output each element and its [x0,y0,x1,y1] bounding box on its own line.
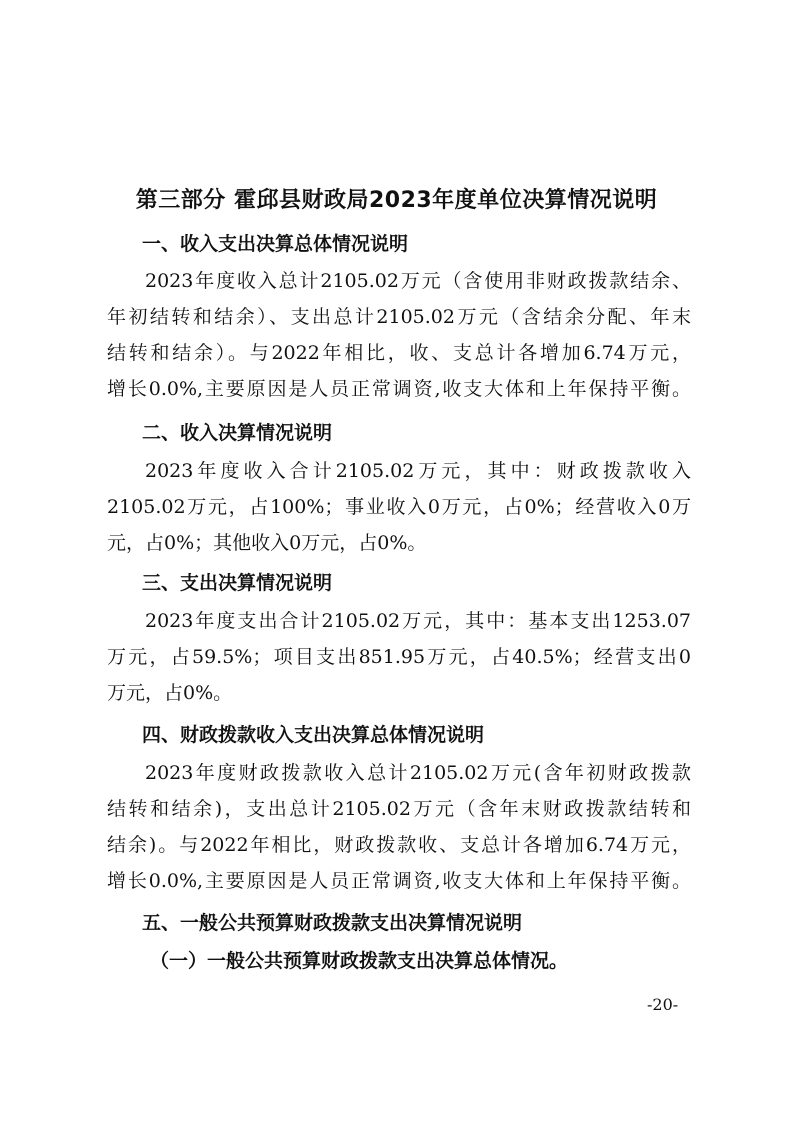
paragraph-line: 2023年度支出合计2105.02万元，其中：基本支出1253.07 [145,610,691,632]
page-title: 第三部分 霍邱县财政局2023年度单位决算情况说明 [135,188,658,213]
section-heading-2: 二、收入决算情况说明 [142,422,333,444]
paragraph-line: 元，占0%；其他收入0万元，占0%。 [107,532,427,554]
page-number: -20- [647,995,679,1014]
section-heading-1: 一、收入支出决算总体情况说明 [142,233,409,255]
paragraph-line: 结转和结余)，支出总计2105.02万元（含年末财政拨款结转和 [107,798,691,820]
paragraph-line: 2023年度收入合计2105.02万元，其中：财政拨款收入 [145,460,691,482]
paragraph-line: 结余)。与2022年相比，财政拨款收、支总计各增加6.74万元， [107,834,691,856]
paragraph-line: 年初结转和结余）、支出总计2105.02万元（含结余分配、年末 [107,306,691,328]
paragraph-line: 万元，占59.5%；项目支出851.95万元，占40.5%；经营支出0 [107,646,691,668]
paragraph-line: 万元，占0%。 [107,682,233,704]
section-heading-4: 四、财政拨款收入支出决算总体情况说明 [142,724,485,746]
paragraph-line: 增长0.0%,主要原因是人员正常调资,收支大体和上年保持平衡。 [107,870,691,892]
paragraph-line: 2023年度收入总计2105.02万元（含使用非财政拨款结余、 [145,270,691,292]
section-heading-3: 三、支出决算情况说明 [142,572,333,594]
paragraph-line: 增长0.0%,主要原因是人员正常调资,收支大体和上年保持平衡。 [107,378,691,400]
section-heading-5: 五、一般公共预算财政拨款支出决算情况说明 [142,912,523,934]
subsection-heading: （一）一般公共预算财政拨款支出决算总体情况。 [150,950,569,972]
paragraph-line: 结转和结余）。与2022年相比，收、支总计各增加6.74万元， [107,342,691,364]
paragraph-line: 2023年度财政拨款收入总计2105.02万元(含年初财政拨款 [145,762,691,784]
paragraph-line: 2105.02万元，占100%；事业收入0万元，占0%；经营收入0万 [107,496,691,518]
